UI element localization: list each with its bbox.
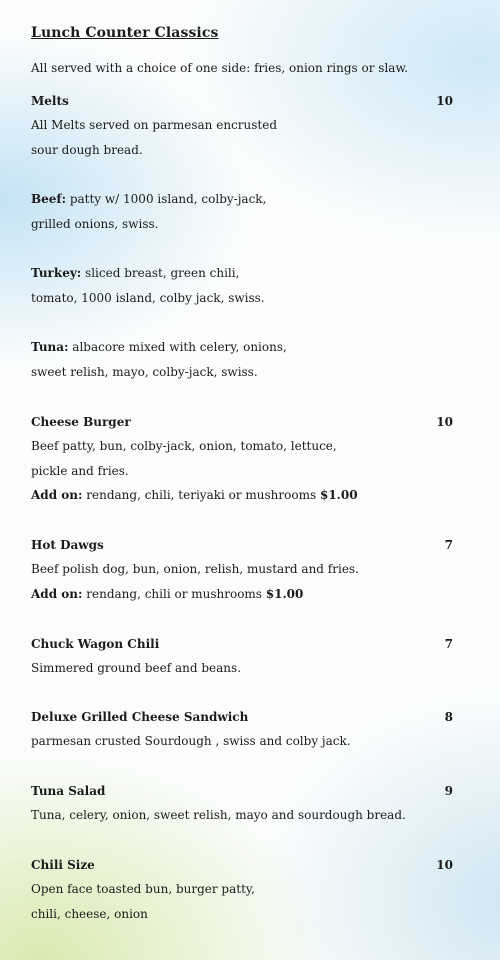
option-text: tomato, 1000 island, colby jack, swiss. bbox=[31, 290, 265, 305]
menu-item-melts bbox=[31, 89, 461, 162]
melt-option-beef bbox=[31, 187, 461, 236]
item-price: 10 bbox=[436, 415, 453, 429]
item-description: Tuna, celery, onion, sweet relish, mayo and sourdough bread. bbox=[31, 808, 406, 822]
melt-option-turkey bbox=[31, 261, 461, 310]
menu-intro: All served with a choice of one side: fries, onion rings or slaw. bbox=[31, 61, 409, 75]
addon-label: Add on: bbox=[31, 488, 83, 502]
menu-item-chuck-wagon-chili bbox=[31, 632, 461, 681]
item-description: sour dough bread. bbox=[31, 142, 143, 157]
addon-text: rendang, chili, teriyaki or mushrooms bbox=[82, 488, 317, 502]
addon-text: rendang, chili or mushrooms bbox=[82, 586, 266, 601]
option-text: albacore mixed with celery, onions, bbox=[68, 340, 287, 354]
menu-item-tuna-salad bbox=[31, 779, 461, 828]
item-price: 10 bbox=[436, 858, 453, 872]
item-name: Deluxe Grilled Cheese Sandwich bbox=[31, 710, 249, 724]
item-name: Hot Dawgs bbox=[31, 538, 104, 552]
menu-item-chili-size bbox=[31, 853, 461, 926]
item-price: 7 bbox=[444, 538, 453, 552]
addon-label: Add on: bbox=[31, 586, 83, 601]
option-label: Beef: bbox=[31, 192, 67, 206]
item-description: Beef polish dog, bun, onion, relish, mustard and fries. bbox=[31, 562, 359, 576]
item-description: parmesan crusted Sourdough , swiss and colby jack. bbox=[31, 734, 351, 748]
item-description: chili, cheese, onion bbox=[31, 906, 148, 921]
item-name: Chuck Wagon Chili bbox=[31, 637, 160, 651]
addon-price: $1.00 bbox=[319, 488, 358, 502]
item-price: 10 bbox=[436, 94, 453, 108]
item-description: Simmered ground beef and beans. bbox=[31, 661, 242, 675]
melt-option-tuna bbox=[31, 335, 461, 384]
option-text: grilled onions, swiss. bbox=[31, 216, 159, 231]
item-name: Tuna Salad bbox=[31, 784, 106, 798]
item-name: Chili Size bbox=[31, 858, 95, 872]
option-text: sweet relish, mayo, colby-jack, swiss. bbox=[31, 364, 258, 379]
item-name: Cheese Burger bbox=[31, 415, 131, 429]
item-description: All Melts served on parmesan encrusted bbox=[31, 118, 278, 132]
item-description: Beef patty, bun, colby-jack, onion, tomato, lettuce, bbox=[31, 439, 337, 453]
option-text: sliced breast, green chili, bbox=[81, 266, 240, 280]
item-price: 9 bbox=[444, 784, 453, 798]
menu-item-grilled-cheese bbox=[31, 705, 461, 754]
item-description: pickle and fries. bbox=[31, 463, 129, 478]
item-price: 7 bbox=[444, 637, 453, 651]
item-addon bbox=[31, 582, 461, 607]
menu-item-hot-dawgs bbox=[31, 533, 461, 606]
menu-title: Lunch Counter Classics bbox=[31, 25, 219, 41]
option-label: Tuna: bbox=[31, 340, 69, 354]
item-addon bbox=[31, 483, 461, 508]
item-name: Melts bbox=[31, 94, 69, 108]
option-label: Turkey: bbox=[31, 266, 82, 280]
addon-price: $1.00 bbox=[265, 586, 304, 601]
option-text: patty w/ 1000 island, colby-jack, bbox=[66, 192, 267, 206]
item-price: 8 bbox=[444, 710, 453, 724]
menu-item-cheese-burger bbox=[31, 410, 461, 508]
item-description: Open face toasted bun, burger patty, bbox=[31, 882, 255, 896]
